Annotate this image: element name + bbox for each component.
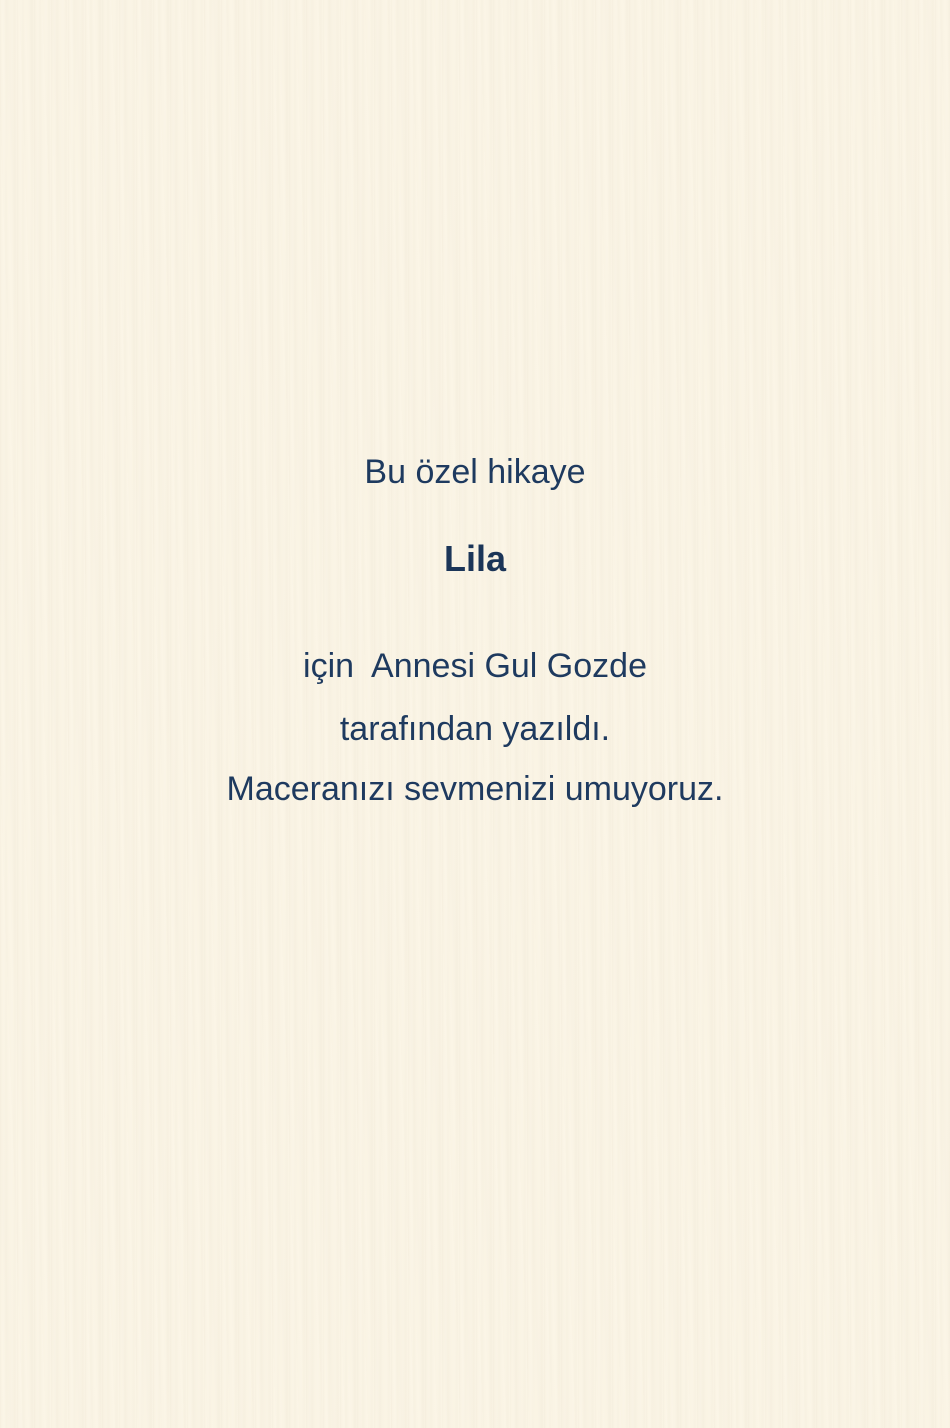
dedication-closing-text: Maceranızı sevmenizi umuyoruz.: [226, 770, 724, 808]
dedication-author-line-2: tarafından yazıldı.: [339, 710, 611, 748]
child-name-heading: Lila: [443, 538, 506, 579]
dedication-author-line-1: için Annesi Gul Gozde: [303, 647, 647, 685]
dedication-intro-text: Bu özel hikaye: [364, 453, 586, 491]
